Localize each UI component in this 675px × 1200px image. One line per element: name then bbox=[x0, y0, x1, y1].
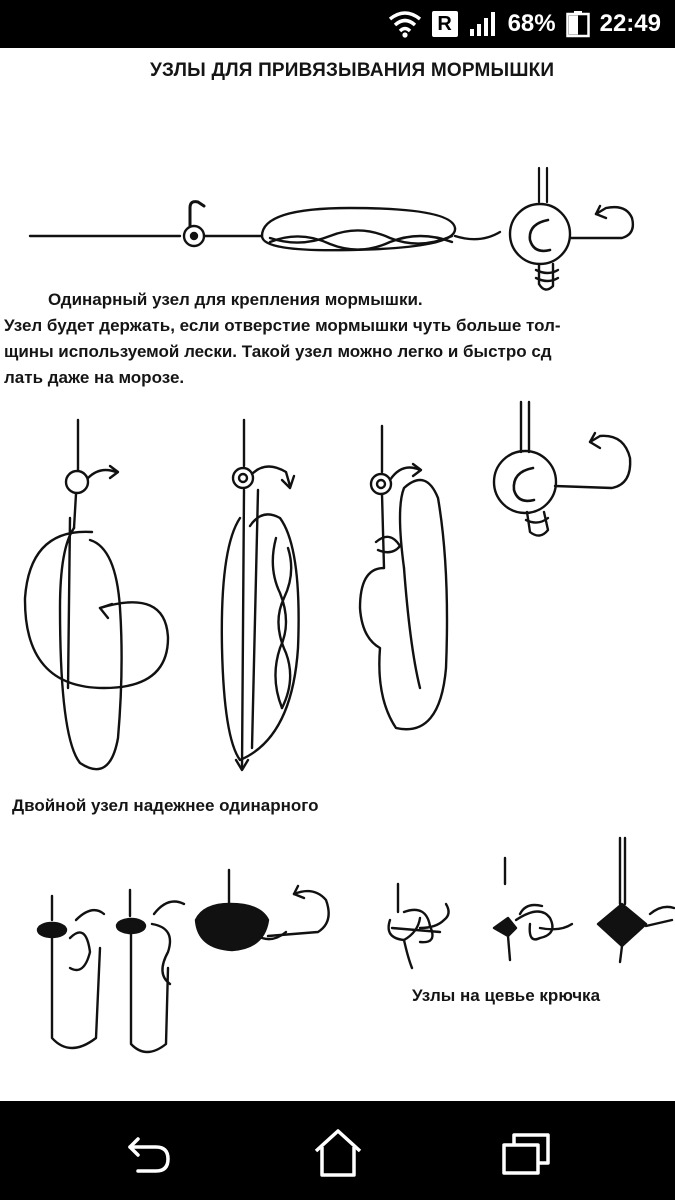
knot-variant-b bbox=[117, 890, 184, 1052]
wifi-icon bbox=[388, 10, 422, 38]
caption-single-knot: Одинарный узел для крепления мормышки. bbox=[48, 290, 423, 309]
caption-hook-knots: Узлы на цевье крючка bbox=[412, 986, 601, 1005]
home-icon[interactable] bbox=[310, 1125, 366, 1181]
knot-variant-a bbox=[38, 896, 104, 1048]
hook-knot-1 bbox=[389, 884, 449, 968]
roaming-badge: R bbox=[432, 11, 458, 37]
double-knot-step-3 bbox=[360, 426, 447, 729]
battery-icon bbox=[566, 10, 590, 38]
back-icon[interactable] bbox=[120, 1125, 176, 1181]
navigation-bar bbox=[0, 1101, 675, 1200]
double-knot-result bbox=[494, 402, 630, 536]
double-knot-step-1 bbox=[25, 420, 168, 769]
paragraph-line-1: Узел будет держать, если отверстие мормышки чуть больше тол- bbox=[4, 316, 561, 335]
knot-variant-c bbox=[196, 870, 329, 950]
status-bar bbox=[0, 0, 675, 48]
hook-knot-3 bbox=[598, 838, 674, 962]
caption-double-knot: Двойной узел надежнее одинарного bbox=[12, 796, 319, 815]
battery-percent: 68% bbox=[507, 10, 556, 37]
double-knot-step-2 bbox=[222, 420, 299, 770]
single-knot-illustration bbox=[30, 168, 633, 290]
clock: 22:49 bbox=[599, 10, 661, 37]
paragraph-line-3: лать даже на морозе. bbox=[4, 368, 185, 387]
page-title: УЗЛЫ ДЛЯ ПРИВЯЗЫВАНИЯ МОРМЫШКИ bbox=[150, 60, 555, 81]
knot-diagram-image bbox=[0, 48, 675, 1101]
recents-icon[interactable] bbox=[498, 1125, 554, 1181]
paragraph-line-2: щины используемой лески. Такой узел можно легко и быстро сд bbox=[4, 342, 552, 361]
signal-icon bbox=[468, 11, 498, 37]
hook-knot-2 bbox=[494, 858, 572, 960]
